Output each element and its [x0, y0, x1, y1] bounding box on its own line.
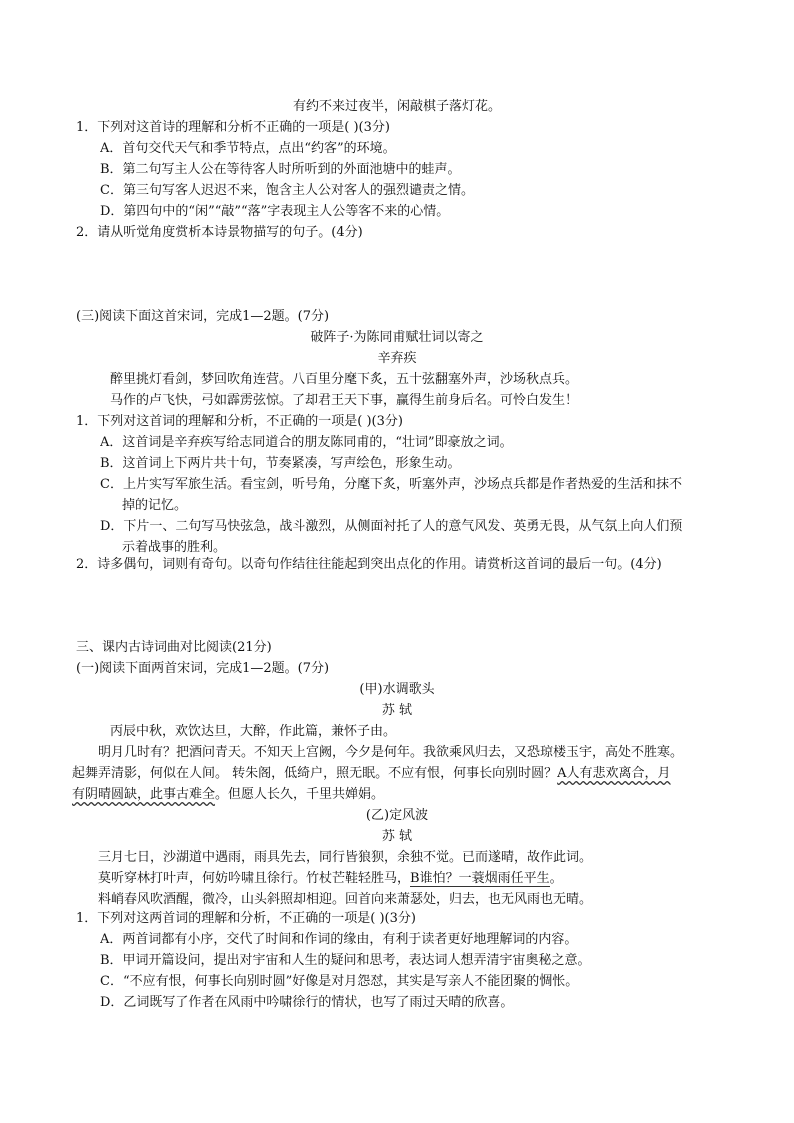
q1-stem: 1．下列对这首词的理解和分析，不正确的一项是( )(3分) — [76, 414, 403, 429]
poem-a-author: 苏 轼 — [381, 703, 413, 718]
q1-option-c: C．上片实写军旅生活。看宝剑，听号角，分麾下炙，听塞外声，沙场点兵都是作者热爱的生活和抹不 — [100, 477, 682, 492]
poem-a-line — [72, 784, 794, 806]
text-run: 。 — [549, 871, 563, 886]
text-run: 起舞弄清影，何似在人间。 转朱阁，低绮户，照无眠。不应有恨，何事长向别时圆？ — [72, 766, 558, 781]
q1-option-a: A．首句交代天气和季节特点，点出“约客”的环境。 — [100, 141, 396, 156]
q1-option-c-cont: 掉的记忆。 — [122, 498, 188, 513]
q1-option-b: B．这首词上下两片共十句，节奏紧凑，写声绘色，形象生动。 — [100, 456, 461, 471]
poem-author: 辛弃疾 — [377, 351, 417, 366]
poem-title: 破阵子·为陈同甫赋壮词以寄之 — [310, 330, 484, 345]
q1-option-d: D．第四句中的“闲”“敲”“落”字表现主人公等客不来的心情。 — [100, 204, 450, 219]
q2-stem: 2．请从听觉角度赏析本诗景物描写的句子。(4分) — [76, 225, 363, 240]
q1-stem: 1．下列对这两首词的理解和分析，不正确的一项是( )(3分) — [76, 911, 416, 926]
q1-option-c: C．第三句写客人迟迟不来，饱含主人公对客人的强烈谴责之情。 — [100, 183, 474, 198]
text-run: 。但愿人长久，千里共婵娟。 — [215, 787, 385, 802]
poem-b-line — [98, 868, 794, 890]
poem-b-preface: 三月七日，沙湖道中遇雨，雨具先去，同行皆狼狈，余独不觉。已而遂晴，故作此词。 — [98, 850, 593, 865]
poem-line: 马作的卢飞快，弓如霹雳弦惊。了却君王天下事，赢得生前身后名。可怜白发生！ — [110, 393, 579, 408]
poem-last-line: 有约不来过夜半，闲敲棋子落灯花。 — [292, 99, 501, 114]
q1-option-b: B．甲词开篇设问，提出对宇宙和人生的疑问和思考，表达词人想弄清宇宙奥秘之意。 — [100, 953, 591, 968]
poem-b-author: 苏 轼 — [381, 829, 413, 844]
q1-stem: 1．下列对这首诗的理解和分析不正确的一项是( )(3分) — [76, 120, 390, 135]
poem-line: 醉里挑灯看剑，梦回吹角连营。八百里分麾下炙，五十弦翻塞外声，沙场秋点兵。 — [110, 372, 579, 387]
poem-a-preface: 丙辰中秋，欢饮达旦，大醉，作此篇，兼怀子由。 — [110, 724, 397, 739]
underlined-phrase-a-cont: 有阴晴圆缺，此事古难全 — [72, 787, 216, 802]
subsection-header: (一)阅读下面两首宋词，完成1—2题。(7分) — [76, 661, 330, 676]
poem-a-line — [72, 763, 794, 785]
q1-option-c: C．“不应有恨，何事长向别时圆”好像是对月怨怼，其实是写亲人不能团聚的惆怅。 — [100, 974, 579, 989]
section-title: 三、课内古诗词曲对比阅读(21分) — [76, 640, 272, 655]
poem-a-line: 明月几时有？把酒问青天。不知天上宫阙，今夕是何年。我欲乘风归去，又恐琼楼玉宇，高处不胜寒。 — [98, 745, 684, 760]
text-run: 莫听穿林打叶声，何妨吟啸且徐行。竹杖芒鞋轻胜马， — [98, 871, 411, 886]
q2-stem: 2．诗多偶句，词则有奇句。以奇句作结往往能起到突出点化的作用。请赏析这首词的最后一句。(4分) — [76, 557, 662, 572]
q1-option-d: D．下片一、二句写马快弦急，战斗激烈，从侧面衬托了人的意气风发、英勇无畏，从气氛上向人们预 — [100, 519, 683, 534]
poem-b-line: 料峭春风吹酒醒，微冷，山头斜照却相迎。回首向来萧瑟处，归去，也无风雨也无晴。 — [98, 892, 593, 907]
underlined-phrase-a: A人有悲欢离合，月 — [557, 766, 671, 781]
q1-option-d: D．乙词既写了作者在风雨中吟啸徐行的情状，也写了雨过天晴的欣喜。 — [100, 995, 514, 1010]
q1-option-d-cont: 示着战事的胜利。 — [122, 540, 227, 555]
poem-b-title: (乙)定风波 — [365, 808, 429, 823]
q1-option-b: B．第二句写主人公在等待客人时所听到的外面池塘中的蛙声。 — [100, 162, 461, 177]
underlined-phrase-b: B谁怕？一蓑烟雨任平生 — [410, 871, 550, 886]
section-header: (三)阅读下面这首宋词，完成1—2题。(7分) — [76, 309, 330, 324]
q1-option-a: A．两首词都有小序，交代了时间和作词的缘由，有利于读者更好地理解词的内容。 — [100, 932, 578, 947]
q1-option-a: A．这首词是辛弃疾写给志同道合的朋友陈同甫的，“壮词”即豪放之词。 — [100, 435, 513, 450]
poem-a-title: (甲)水调歌头 — [359, 682, 435, 697]
